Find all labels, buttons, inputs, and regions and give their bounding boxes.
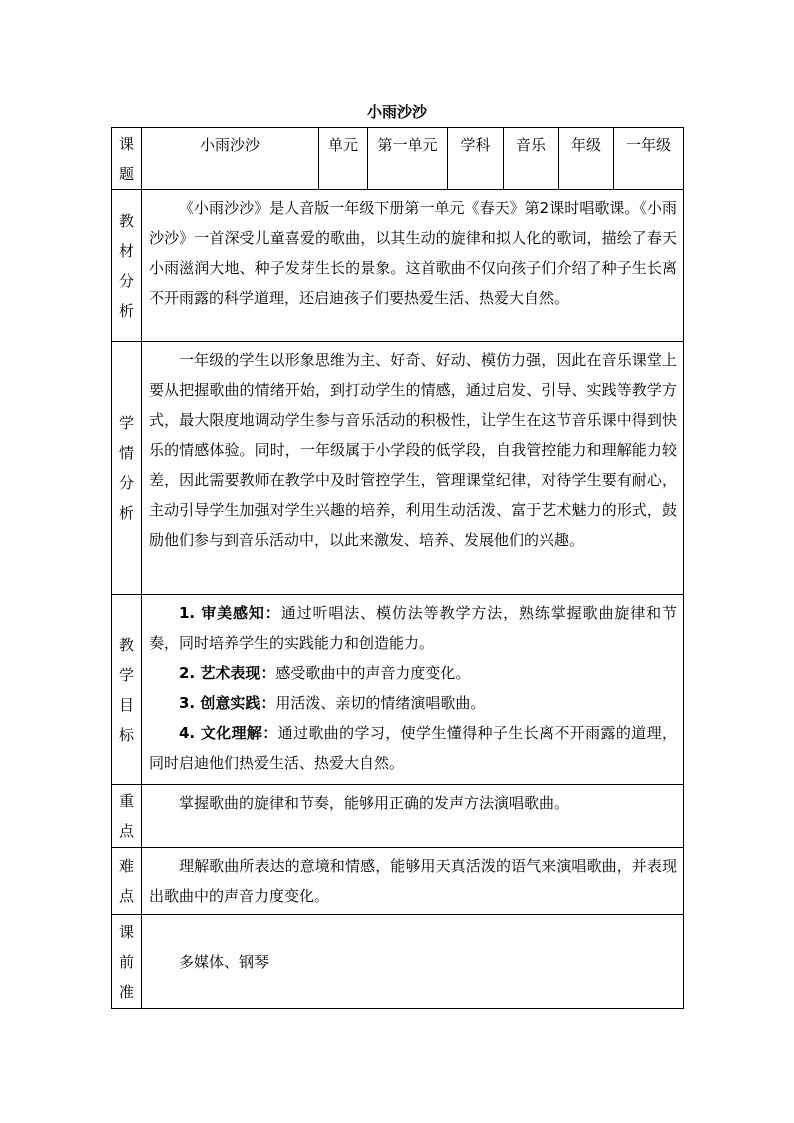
key-points-content [142,785,684,848]
row-label-preparation: 课 前 准 [112,915,142,1009]
student-analysis-text: 一年级的学生以形象思维为主、好奇、好动、模仿力强，因此在音乐课堂上要从把握歌曲的情绪开始，到打动学生的情感，通过启发、引导、实践等教学方式，最大限度地调动学生参与音乐活动的积极性，让学生在这节音乐课中得到快乐的情感体验。同时，一年级属于小学段的低学段，自我管控能力和理解能力较差，因此需要教师在教学中及时管控学生，管理课堂纪律，对待学生要有耐心，主动引导学生加强对学生兴趣的培养，利用生动活泼、富于艺术魅力的形式，鼓励他们参与到音乐活动中，以此来激发、培养、发展他们的兴趣。 [149,351,677,549]
goal-text: 用活泼、亲切的情绪演唱歌曲。 [275,694,486,712]
preparation-content [142,915,684,1009]
row-label-difficulties: 难 点 [112,848,142,915]
grade-label: 年级 [559,128,614,190]
goal-heading: 2. 艺术表现： [179,664,276,682]
goal-heading: 3. 创意实践： [179,694,276,712]
goal-item [149,688,677,718]
preparation-text: 多媒体、钢琴 [179,952,270,971]
goal-heading: 1. 审美感知： [179,604,281,622]
student-analysis-row [112,342,684,595]
grade-value: 一年级 [614,128,684,190]
subject-value: 音乐 [504,128,559,190]
unit-value: 第一单元 [368,128,448,190]
document-title: 小雨沙沙 [366,103,427,121]
teaching-goals-content [142,595,684,785]
goal-item [149,718,677,778]
row-label-topic: 课 题 [112,128,142,190]
row-label-teaching-goals: 教 学 目 标 [112,595,142,785]
unit-label: 单元 [319,128,368,190]
goal-text: 感受歌曲中的声音力度变化。 [275,664,471,682]
goal-text: 通过歌曲的学习，使学生懂得种子生长离不开雨露的道理，同时启迪他们热爱生活、热爱大自然。 [149,724,677,772]
goal-item [149,598,677,658]
textbook-analysis-row [112,190,684,342]
row-label-student-analysis: 学 情 分 析 [112,342,142,595]
topic-value: 小雨沙沙 [142,128,319,190]
goal-text: 通过听唱法、模仿法等教学方法，熟练掌握歌曲旋律和节奏，同时培养学生的实践能力和创造能力。 [149,604,677,652]
row-label-key-points: 重 点 [112,785,142,848]
header-row [112,128,684,190]
row-label-textbook-analysis: 教 材 分 析 [112,190,142,342]
goal-heading: 4. 文化理解： [179,724,278,742]
difficulties-row [112,848,684,915]
textbook-analysis-content [142,190,684,342]
key-points-text: 掌握歌曲的旋律和节奏，能够用正确的发声方法演唱歌曲。 [179,794,570,812]
teaching-goals-row [112,595,684,785]
difficulties-text: 理解歌曲所表达的意境和情感，能够用天真活泼的语气来演唱歌曲，并表现出歌曲中的声音力度变化。 [149,857,677,905]
lesson-plan-table [111,127,684,1009]
student-analysis-content [142,342,684,595]
textbook-analysis-text: 《小雨沙沙》是人音版一年级下册第一单元《春天》第2课时唱歌课。《小雨沙沙》一首深受儿童喜爱的歌曲，以其生动的旋律和拟人化的歌词，描绘了春天小雨滋润大地、种子发芽生长的景象。这首歌曲不仅向孩子们介绍了种子生长离不开雨露的科学道理，还启迪孩子们要热爱生活、热爱大自然。 [149,199,677,307]
goal-item [149,658,677,688]
difficulties-content [142,848,684,915]
key-points-row [112,785,684,848]
subject-label: 学科 [448,128,504,190]
preparation-row [112,915,684,1009]
